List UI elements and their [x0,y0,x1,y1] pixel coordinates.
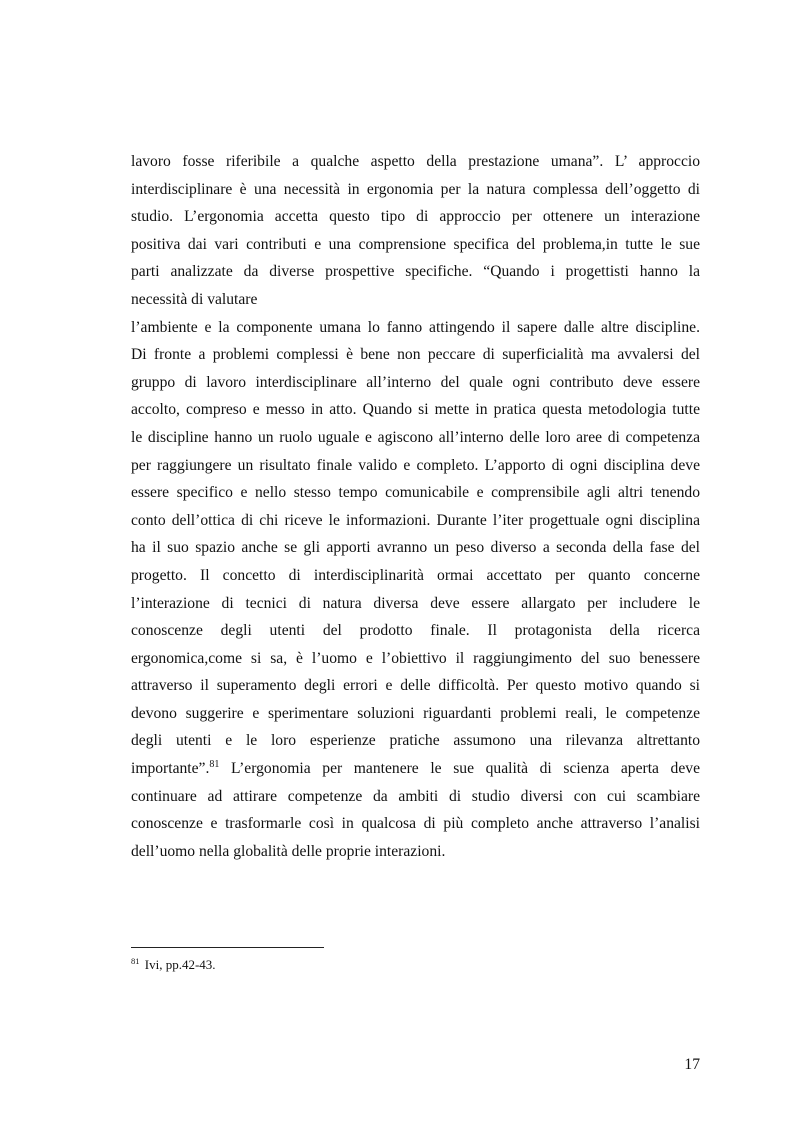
footnote [131,957,216,973]
text-fragment: importante”. [131,760,210,778]
footnote-text: Ivi, pp.42-43. [141,957,216,972]
text-line: ha il suo spazio anche se gli apporti avranno un peso diverso a seconda della fase del [131,539,700,557]
text-line: Di fronte a problemi complessi è bene non peccare di superficialità ma avvalersi del [131,346,700,364]
text-line: devono suggerire e sperimentare soluzioni riguardanti problemi reali, le competenze [131,704,700,722]
text-line: conoscenze e trasformarle così in qualcosa di più completo anche attraverso l’analisi [131,815,700,833]
text-line: conoscenze degli utenti del prodotto finale. Il protagonista della ricerca [131,622,700,640]
text-line: gruppo di lavoro interdisciplinare all’interno del quale ogni contributo deve essere [131,373,700,391]
text-line: degli utenti e le loro esperienze pratiche assumono una rilevanza altrettanto [131,732,700,750]
text-line: necessità di valutare [131,290,258,308]
text-line: conto dell’ottica di chi riceve le informazioni. Durante l’iter progettuale ogni disciplina [131,511,700,529]
footnote-reference[interactable]: 81 [209,758,220,770]
text-line: ergonomica,come si sa, è l’uomo e l’obiettivo il raggiungimento del suo benessere [131,649,700,667]
text-line-with-footnote-ref [131,755,700,783]
text-line: positiva dai vari contributi e una comprensione specifica del problema,in tutte le sue [131,235,700,253]
text-line: l’ambiente e la componente umana lo fanno attingendo il sapere dalle altre discipline. [131,318,700,336]
body-text [131,148,700,865]
text-line: l’interazione di tecnici di natura diversa deve essere allargato per includere le [131,594,700,612]
text-line: parti analizzate da diverse prospettive specifiche. “Quando i progettisti hanno la [131,263,700,281]
text-line: accolto, compreso e messo in atto. Quando si mette in pratica questa metodologia tutte [131,401,700,419]
text-line: essere specifico e nello stesso tempo comunicabile e comprensibile agli altri tenendo [131,484,700,502]
text-line: per raggiungere un risultato finale valido e completo. L’apporto di ogni disciplina deve [131,456,700,474]
text-line: progetto. Il concetto di interdisciplinarità ormai accettato per quanto concerne [131,566,700,584]
text-line: attraverso il superamento degli errori e delle difficoltà. Per questo motivo quando si [131,677,700,695]
text-line: le discipline hanno un ruolo uguale e agiscono all’interno delle loro aree di competenza [131,428,700,446]
page-number: 17 [684,1056,700,1073]
text-line: dell’uomo nella globalità delle proprie interazioni. [131,842,446,860]
text-line: studio. L’ergonomia accetta questo tipo di approccio per ottenere un interazione [131,208,700,226]
text-line: interdisciplinare è una necessità in ergonomia per la natura complessa dell’oggetto di [131,180,700,198]
text-line: lavoro fosse riferibile a qualche aspetto della prestazione umana”. L’ approccio [131,153,700,170]
text-line: continuare ad attirare competenze da ambiti di studio diversi con cui scambiare [131,787,700,805]
text-fragment: L’ergonomia per mantenere le sue qualità di scienza aperta deve [219,760,700,778]
footnote-separator [131,947,324,948]
footnote-marker: 81 [131,955,140,966]
